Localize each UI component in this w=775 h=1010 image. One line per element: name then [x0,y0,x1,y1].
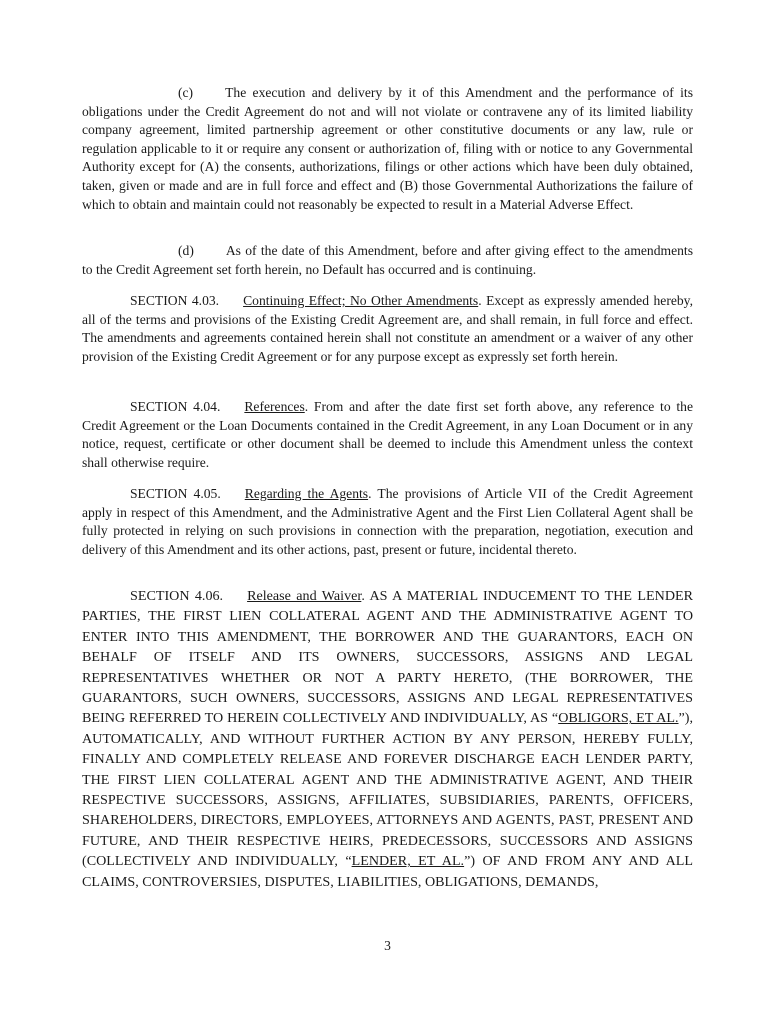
section-4-05-number: SECTION 4.05. [130,486,221,501]
section-4-04-number: SECTION 4.04. [130,399,221,414]
section-4-06-heading: Release and Waiver [247,588,362,604]
section-4-03-text: . Except as expressly amended hereby, all of the terms and provisions of the Existing Credit Agreement are, and shall remain, in full force and effect. The amendments and agreements contained herein shall not constitute an amendment or a waiver of any other provision of the Existing Credit Agreement or for any purpose except as expressly set forth herein. [82,293,693,364]
section-4-05 [82,485,693,559]
section-4-05-heading: Regarding the Agents [244,486,369,501]
section-4-03-heading: Continuing Effect; No Other Amendments [243,293,479,308]
paragraph-c [82,84,693,214]
defined-term-lender: LENDER, ET AL. [351,853,465,870]
paragraph-c-text: The execution and delivery by it of this Amendment and the performance of its obligations under the Credit Agreement do not and will not violate or contravene any of its limited liability company agreement, limited partnership agreement or other constitutive documents or any law, rule or regulation applicable to it or require any consent or authorization of, filing with or notice to any Governmental Authority except for (A) the consents, authorizations, filings or other actions which have been duly obtained, taken, given or made and are in full force and effect and (B) those Governmental Authorizations the failure of which to obtain and maintain could not reasonably be expected to result in a Material Adverse Effect. [82,85,693,212]
section-4-05-text: . The provisions of Article VII of the Credit Agreement apply in respect of this Amendment, and the Administrative Agent and the First Lien Collateral Agent shall be fully protected in relying on such provisions in connection with the preparation, negotiation, execution and delivery of this Amendment and its other actions, past, present or future, incidental thereto. [82,486,693,557]
paragraph-d-label: (d) [178,243,194,258]
section-4-06-text-2: ”), AUTOMATICALLY, AND WITHOUT FURTHER ACTION BY ANY PERSON, HEREBY FULLY, FINALLY AND COMPLETELY RELEASE AND FOREVER DISCHARGE EACH LENDER PARTY, THE FIRST LIEN COLLATERAL AGENT AND THE ADMINISTRATIVE AGENT, AND THEIR RESPECTIVE SUCCESSORS, ASSIGNS, AFFILIATES, SUBSIDIARIES, PARENTS, OFFICERS, SHAREHOLDERS, DIRECTORS, EMPLOYEES, ATTORNEYS AND AGENTS, PAST, PRESENT AND FUTURE, AND THEIR RESPECTIVE HEIRS, PREDECESSORS, SUCCESSORS AND ASSIGNS (COLLECTIVELY AND INDIVIDUALLY, “ [82,710,693,870]
section-4-03 [82,292,693,366]
section-4-04 [82,398,693,472]
section-4-06 [82,586,693,892]
paragraph-c-label: (c) [178,85,194,100]
section-4-06-text-1: . AS A MATERIAL INDUCEMENT TO THE LENDER PARTIES, THE FIRST LIEN COLLATERAL AGENT AND THE ADMINISTRATIVE AGENT TO ENTER INTO THIS AMENDMENT, THE BORROWER AND THE GUARANTORS, EACH ON BEHALF OF ITSELF AND ITS OWNERS, SUCCESSORS, ASSIGNS AND LEGAL REPRESENTATIVES WHETHER OR NOT A PARTY HERETO, (THE BORROWER, THE GUARANTORS, SUCH OWNERS, SUCCESSORS, ASSIGNS AND LEGAL REPRESENTATIVES BEING REFERRED TO HEREIN COLLECTIVELY AND INDIVIDUALLY, AS “ [82,588,694,727]
section-4-06-number: SECTION 4.06. [130,588,224,604]
section-4-04-heading: References [244,399,305,414]
section-4-06-text-3: ”) OF AND FROM ANY AND ALL CLAIMS, CONTROVERSIES, DISPUTES, LIABILITIES, OBLIGATIONS, DEMANDS, [82,853,693,890]
section-4-03-number: SECTION 4.03. [130,293,220,308]
paragraph-d [82,242,693,279]
paragraph-d-text: As of the date of this Amendment, before and after giving effect to the amendments to the Credit Agreement set forth herein, no Default has occurred and is continuing. [82,243,693,277]
defined-term-obligors: OBLIGORS, ET AL. [558,710,679,727]
section-4-04-text: . From and after the date first set forth above, any reference to the Credit Agreement or the Loan Documents contained in the Credit Agreement, in any Loan Document or in any notice, request, certificate or other document shall be deemed to include this Amendment unless the context shall otherwise require. [82,399,693,470]
page-number: 3 [384,938,391,953]
